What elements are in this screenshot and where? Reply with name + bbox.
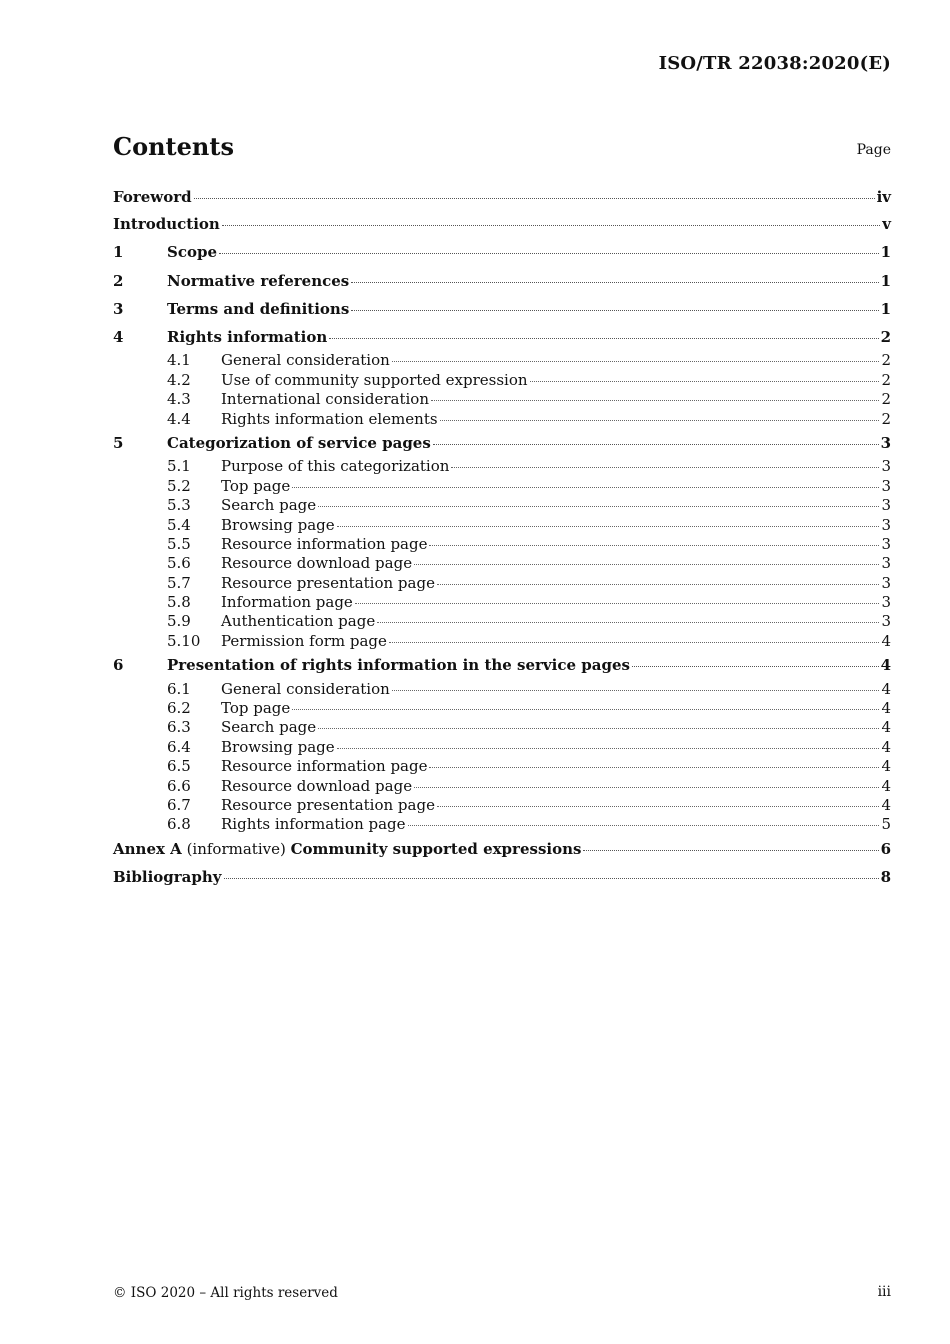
toc-entry[interactable]: [113, 612, 891, 631]
toc-entry-label: General consideration: [221, 351, 390, 370]
toc-entry-page: 1: [880, 299, 891, 318]
toc-entry-page: 3: [881, 593, 891, 612]
toc-entry-number: 5.3: [167, 496, 191, 515]
toc-entry-number: 3: [113, 299, 124, 318]
dot-leader: [429, 757, 879, 768]
toc-entry-page: 4: [881, 698, 891, 717]
dot-leader: [329, 328, 878, 339]
dot-leader: [429, 535, 879, 546]
dot-leader: [194, 188, 875, 199]
toc-entry[interactable]: [113, 738, 891, 757]
toc-entry[interactable]: [113, 238, 891, 266]
dot-leader: [583, 840, 878, 851]
toc-entry-page: 2: [881, 390, 891, 409]
toc-entry-page: 2: [881, 351, 891, 370]
toc-entry-page: 4: [881, 679, 891, 698]
toc-entry[interactable]: [113, 183, 891, 210]
toc-entry-page: 3: [881, 457, 891, 476]
toc-entry[interactable]: [113, 680, 891, 699]
toc-entry-label: Top page: [221, 698, 291, 717]
toc-entry-label: Categorization of service pages: [167, 434, 431, 453]
toc-entry-page: 3: [881, 476, 891, 495]
dot-leader: [318, 718, 879, 729]
toc-entry-number: 5.8: [167, 593, 191, 612]
toc-entry-page: 4: [881, 795, 891, 814]
footer-page-number: iii: [877, 1284, 891, 1300]
dot-leader: [389, 632, 880, 643]
dot-leader: [530, 371, 880, 382]
toc-entry-label: Rights information elements: [221, 409, 438, 428]
toc-entry[interactable]: [113, 651, 891, 679]
dot-leader: [632, 656, 879, 667]
toc-entry-label: Browsing page: [221, 515, 335, 534]
dot-leader: [224, 868, 879, 879]
toc-entry-label: Resource information page: [221, 757, 428, 776]
toc-entry-page: 3: [880, 434, 891, 453]
toc-entry[interactable]: [113, 390, 891, 409]
toc-entry[interactable]: [113, 410, 891, 429]
toc-entry-label: Resource download page: [221, 554, 413, 573]
toc-entry-label: Authentication page: [221, 612, 376, 631]
toc-entry-number: 5.2: [167, 476, 191, 495]
toc-entry[interactable]: [113, 815, 891, 834]
dot-leader: [437, 574, 880, 585]
toc-entry[interactable]: [113, 835, 891, 863]
toc-entry[interactable]: [113, 210, 891, 238]
toc-entry-label: General consideration: [221, 679, 390, 698]
toc-entry-label: Resource presentation page: [221, 795, 435, 814]
toc-entry-label: Rights information: [167, 328, 328, 347]
footer-copyright: © ISO 2020 – All rights reserved: [113, 1285, 338, 1301]
dot-leader: [451, 457, 879, 468]
toc-entry-page: 4: [881, 776, 891, 795]
dot-leader: [408, 815, 880, 826]
contents-title: Contents: [113, 132, 234, 161]
toc-entry[interactable]: [113, 295, 891, 323]
toc-entry-page: 6: [880, 839, 891, 858]
toc-entry-page: iv: [876, 188, 891, 206]
toc-entry[interactable]: [113, 593, 891, 612]
toc-entry-page: 3: [881, 496, 891, 515]
dot-leader: [414, 777, 879, 788]
toc-entry[interactable]: [113, 457, 891, 476]
document-id: ISO/TR 22038:2020(E): [658, 53, 891, 74]
toc-entry-number: 6.6: [167, 776, 191, 795]
toc-entry-label: Normative references: [167, 271, 350, 290]
toc-entry-number: 6.8: [167, 815, 191, 834]
toc-entry-page: 4: [880, 656, 891, 675]
toc-entry-number: 4.1: [167, 351, 191, 370]
toc-entry-label: Resource information page: [221, 534, 428, 553]
toc-entry-label: Search page: [221, 496, 317, 515]
dot-leader: [433, 434, 879, 445]
toc-entry[interactable]: [113, 516, 891, 535]
toc-entry-number: 5.6: [167, 554, 191, 573]
toc-entry[interactable]: [113, 632, 891, 651]
toc-entry-page: 1: [880, 243, 891, 262]
toc-entry-number: 6.1: [167, 679, 191, 698]
toc-entry-page: 2: [881, 370, 891, 389]
toc-entry-page: 5: [881, 815, 891, 834]
toc-entry-label-tail: Community supported expressions: [290, 839, 582, 858]
dot-leader: [292, 477, 879, 488]
toc-entry-number: 6.4: [167, 737, 191, 756]
toc-entry-label: Permission form page: [221, 631, 387, 650]
toc-entry-page: 4: [881, 757, 891, 776]
toc-entry-label: Information page: [221, 593, 353, 612]
dot-leader: [437, 796, 880, 807]
toc-entry-number: 4: [113, 328, 124, 347]
toc-entry-label: Top page: [221, 476, 291, 495]
toc-entry-number: 6.5: [167, 757, 191, 776]
toc-entry-page: 3: [881, 534, 891, 553]
toc-entry-number: 5.5: [167, 534, 191, 553]
toc-entry-page: 3: [881, 554, 891, 573]
dot-leader: [292, 699, 879, 710]
toc-entry-number: 2: [113, 271, 124, 290]
dot-leader: [219, 243, 879, 254]
toc-entry[interactable]: [113, 267, 891, 295]
dot-leader: [337, 516, 880, 527]
toc-entry-label-head: Annex A: [113, 839, 182, 858]
toc-entry[interactable]: [113, 757, 891, 776]
toc-entry[interactable]: [113, 371, 891, 390]
dot-leader: [377, 612, 879, 623]
toc-entry-label: Foreword: [113, 188, 192, 206]
dot-leader: [222, 215, 880, 226]
toc-entry[interactable]: [113, 323, 891, 351]
toc-entry-label: Scope: [167, 243, 218, 262]
toc-entry-number: 6: [113, 656, 124, 675]
toc-entry-label: Purpose of this categorization: [221, 457, 450, 476]
toc-entry[interactable]: [113, 863, 891, 891]
toc-entry-page: 3: [881, 515, 891, 534]
toc-entry-label: Search page: [221, 718, 317, 737]
toc-entry-page: 8: [880, 867, 891, 886]
table-of-contents: [113, 183, 891, 891]
toc-entry-number: 5.4: [167, 515, 191, 534]
toc-entry-label: Rights information page: [221, 815, 406, 834]
toc-entry-number: 4.3: [167, 390, 191, 409]
toc-entry[interactable]: [113, 554, 891, 573]
dot-leader: [351, 300, 878, 311]
toc-entry-page: 2: [881, 409, 891, 428]
toc-entry-page: 4: [881, 737, 891, 756]
toc-entry-label: Resource download page: [221, 776, 413, 795]
dot-leader: [414, 554, 879, 565]
toc-entry[interactable]: [113, 351, 891, 370]
toc-entry-number: 5.7: [167, 573, 191, 592]
dot-leader: [318, 496, 879, 507]
dot-leader: [431, 390, 879, 401]
toc-entry[interactable]: [113, 777, 891, 796]
dot-leader: [355, 593, 880, 604]
toc-entry[interactable]: [113, 574, 891, 593]
toc-entry[interactable]: [113, 699, 891, 718]
toc-entry[interactable]: [113, 718, 891, 737]
toc-entry-number: 1: [113, 243, 124, 262]
toc-entry-label: Use of community supported expression: [221, 370, 528, 389]
toc-entry-label: Presentation of rights information in the service pages: [167, 656, 630, 675]
dot-leader: [351, 272, 878, 283]
toc-entry-page: v: [882, 215, 891, 233]
toc-entry[interactable]: [113, 535, 891, 554]
toc-entry-label: Bibliography: [113, 867, 222, 886]
toc-entry-label-qualifier: (informative): [181, 839, 291, 858]
dot-leader: [337, 738, 880, 749]
toc-entry-label: Terms and definitions: [167, 299, 350, 318]
toc-entry-label: Browsing page: [221, 737, 335, 756]
toc-entry-number: 5.9: [167, 612, 191, 631]
toc-entry[interactable]: [113, 796, 891, 815]
toc-entry-number: 6.2: [167, 698, 191, 717]
dot-leader: [440, 410, 880, 421]
toc-entry[interactable]: [113, 429, 891, 457]
toc-entry-number: 4.2: [167, 370, 191, 389]
toc-entry-page: 2: [880, 328, 891, 347]
toc-entry-page: 3: [881, 612, 891, 631]
toc-entry-page: 1: [880, 271, 891, 290]
toc-entry-page: 4: [881, 631, 891, 650]
dot-leader: [392, 351, 880, 362]
toc-entry[interactable]: [113, 496, 891, 515]
toc-entry-page: 3: [881, 573, 891, 592]
dot-leader: [392, 680, 880, 691]
toc-entry-label: Resource presentation page: [221, 573, 435, 592]
toc-entry-number: 5.1: [167, 457, 191, 476]
toc-entry[interactable]: [113, 477, 891, 496]
toc-entry-number: 4.4: [167, 409, 191, 428]
toc-entry-page: 4: [881, 718, 891, 737]
toc-entry-number: 5.10: [167, 631, 201, 650]
page-column-label: Page: [856, 142, 891, 158]
toc-entry-label: [113, 835, 581, 863]
toc-entry-number: 6.3: [167, 718, 191, 737]
toc-entry-label: Introduction: [113, 215, 220, 233]
toc-entry-label: International consideration: [221, 390, 429, 409]
toc-entry-number: 5: [113, 434, 124, 453]
toc-entry-number: 6.7: [167, 795, 191, 814]
